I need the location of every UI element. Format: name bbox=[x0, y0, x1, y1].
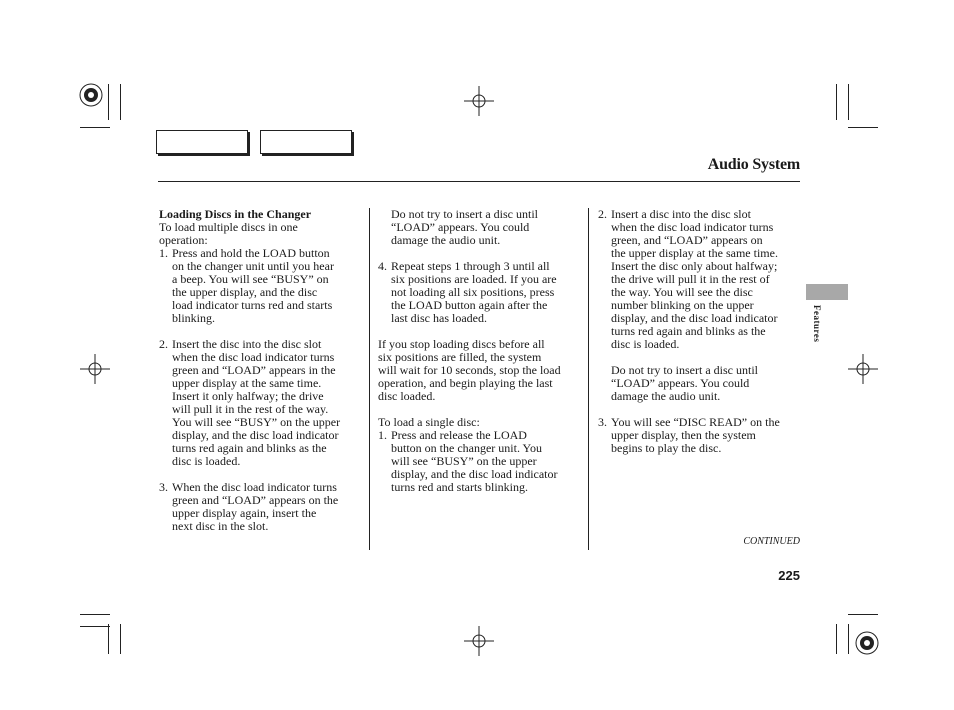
step-line: button on the changer unit. You bbox=[391, 441, 542, 455]
step-line: the drive will pull it in the rest of bbox=[611, 272, 770, 286]
step-number: 2. bbox=[598, 207, 607, 221]
paragraph-line: will wait for 10 seconds, stop the load bbox=[378, 363, 561, 377]
page-number: 225 bbox=[778, 568, 800, 583]
section-tab-label: Features bbox=[812, 305, 822, 343]
step-line: Insert it only halfway; the drive bbox=[172, 389, 324, 403]
step-line: when the disc load indicator turns bbox=[611, 220, 774, 234]
section-tab bbox=[806, 284, 848, 300]
note-line: Do not try to insert a disc until bbox=[391, 207, 538, 221]
step-line: turns red again and blinks as the bbox=[611, 324, 766, 338]
step-item bbox=[159, 338, 364, 468]
step-item bbox=[378, 260, 584, 325]
step-number: 2. bbox=[159, 337, 168, 351]
step-line: a beep. You will see “BUSY” on bbox=[172, 272, 329, 286]
step-line: upper display at the same time. bbox=[172, 376, 322, 390]
crosshair-icon bbox=[848, 354, 878, 384]
step-line: Insert a disc into the disc slot bbox=[611, 207, 751, 221]
note-line: “LOAD” appears. You could bbox=[611, 376, 750, 390]
paragraph bbox=[378, 338, 584, 403]
step-line: will see “BUSY” on the upper bbox=[391, 454, 537, 468]
step-line: when the disc load indicator turns bbox=[172, 350, 335, 364]
step-line: disc is loaded. bbox=[611, 337, 680, 351]
step-line: load indicator turns red and starts bbox=[172, 298, 333, 312]
step-line: on the changer unit until you hear bbox=[172, 259, 334, 273]
step-item bbox=[378, 429, 584, 494]
step-number: 1. bbox=[378, 428, 387, 442]
paragraph-line: operation, and begin playing the last bbox=[378, 376, 553, 390]
step-item bbox=[159, 481, 364, 533]
step-line: disc is loaded. bbox=[172, 454, 241, 468]
registration-target-icon bbox=[854, 630, 880, 656]
step-line: the LOAD button again after the bbox=[391, 298, 548, 312]
column-divider bbox=[369, 208, 370, 550]
step-line: begins to play the disc. bbox=[611, 441, 722, 455]
step-line: Insert the disc only about halfway; bbox=[611, 259, 778, 273]
step-line: the way. You will see the disc bbox=[611, 285, 753, 299]
step-number: 4. bbox=[378, 259, 387, 273]
header-rule bbox=[158, 181, 800, 182]
note-line: damage the audio unit. bbox=[391, 233, 501, 247]
section-heading: Loading Discs in the Changer bbox=[159, 207, 312, 221]
step-line: display, and the disc load indicator bbox=[172, 428, 339, 442]
step-line: display, and the disc load indicator bbox=[611, 311, 778, 325]
step-line: upper display, then the system bbox=[611, 428, 756, 442]
step-item bbox=[159, 247, 364, 325]
step-number: 3. bbox=[598, 415, 607, 429]
step-line: When the disc load indicator turns bbox=[172, 480, 337, 494]
paragraph-line: disc loaded. bbox=[378, 389, 436, 403]
step-line: blinking. bbox=[172, 311, 216, 325]
step-line: last disc has loaded. bbox=[391, 311, 487, 325]
step-line: green, and “LOAD” appears on bbox=[611, 233, 763, 247]
step-line: Insert the disc into the disc slot bbox=[172, 337, 322, 351]
step-line: will pull it in the rest of the way. bbox=[172, 402, 329, 416]
step-line: turns red again and blinks as the bbox=[172, 441, 327, 455]
note-line: Do not try to insert a disc until bbox=[611, 363, 758, 377]
continued-label: CONTINUED bbox=[743, 536, 800, 547]
step-line: number blinking on the upper bbox=[611, 298, 754, 312]
step-line: not loading all six positions, press bbox=[391, 285, 555, 299]
step-item bbox=[598, 208, 804, 351]
column-3 bbox=[598, 208, 804, 455]
paragraph-line: If you stop loading discs before all bbox=[378, 337, 545, 351]
step-line: turns red and starts blinking. bbox=[391, 480, 528, 494]
note-line: damage the audio unit. bbox=[611, 389, 721, 403]
caution-note bbox=[378, 208, 584, 247]
column-divider bbox=[588, 208, 589, 550]
column-2 bbox=[378, 208, 584, 494]
paragraph-line: six positions are filled, the system bbox=[378, 350, 542, 364]
step-line: six positions are loaded. If you are bbox=[391, 272, 557, 286]
step-number: 3. bbox=[159, 480, 168, 494]
step-line: green and “LOAD” appears on the bbox=[172, 493, 339, 507]
column-1 bbox=[159, 208, 364, 533]
step-line: the upper display, and the disc bbox=[172, 285, 318, 299]
registration-target-icon bbox=[78, 82, 104, 108]
empty-tab-box bbox=[156, 130, 248, 154]
step-number: 1. bbox=[159, 246, 168, 260]
step-line: Press and hold the LOAD button bbox=[172, 246, 330, 260]
empty-tab-box bbox=[260, 130, 352, 154]
step-line: You will see “DISC READ” on the bbox=[611, 415, 780, 429]
step-line: green and “LOAD” appears in the bbox=[172, 363, 336, 377]
step-line: upper display again, insert the bbox=[172, 506, 317, 520]
intro-line: operation: bbox=[159, 233, 208, 247]
step-line: display, and the disc load indicator bbox=[391, 467, 558, 481]
page-title: Audio System bbox=[707, 156, 800, 173]
step-line: the upper display at the same time. bbox=[611, 246, 778, 260]
crosshair-icon bbox=[464, 86, 494, 116]
caution-note bbox=[598, 364, 804, 403]
crosshair-icon bbox=[80, 354, 110, 384]
crosshair-icon bbox=[464, 626, 494, 656]
step-line: next disc in the slot. bbox=[172, 519, 269, 533]
step-item bbox=[598, 416, 804, 455]
step-line: Repeat steps 1 through 3 until all bbox=[391, 259, 550, 273]
intro-line: To load multiple discs in one bbox=[159, 220, 298, 234]
note-line: “LOAD” appears. You could bbox=[391, 220, 530, 234]
step-line: You will see “BUSY” on the upper bbox=[172, 415, 341, 429]
single-disc-intro: To load a single disc: bbox=[378, 415, 480, 429]
step-line: Press and release the LOAD bbox=[391, 428, 527, 442]
